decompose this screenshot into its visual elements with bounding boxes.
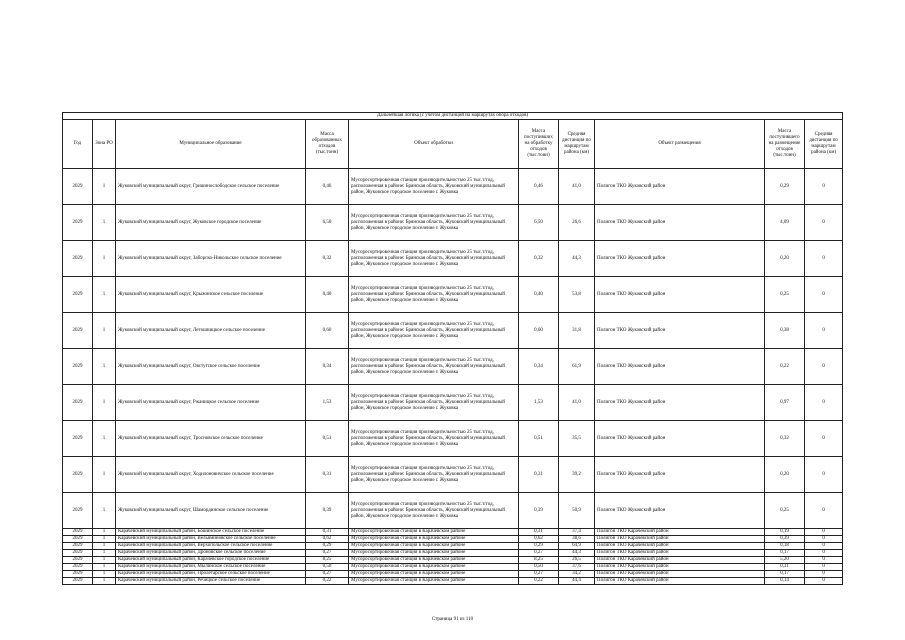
cell-mass-to-placement: 0,29 xyxy=(765,169,805,205)
cell-mass-to-placement: 0,31 xyxy=(765,564,805,571)
cell-processing-object: Мусоросортировочная станция производительностью 25 тыс.т/год, расположенная в районе: Брянская область, Жуковский муниципальный район, Жуковское городское поселение г. Жуковка xyxy=(349,313,519,349)
table-row xyxy=(63,421,843,457)
cell-mass-to-placement: 0,20 xyxy=(765,457,805,493)
cell-zone: 1 xyxy=(93,529,116,536)
cell-mass-generated: 0,51 xyxy=(306,421,349,457)
page-footer: Страница 91 из 110 xyxy=(431,617,474,622)
cell-placement-object: Полигон ТКО Карачевский район xyxy=(595,550,765,557)
cell-placement-object: Полигон ТКО Карачевский район xyxy=(595,529,765,536)
cell-municipality: Жуковский муниципальный округ, Ржаницкое сельское поселение xyxy=(116,385,306,421)
table-row xyxy=(63,313,843,349)
cell-mass-to-placement: 0,25 xyxy=(765,277,805,313)
cell-zone: 1 xyxy=(93,550,116,557)
cell-zone: 1 xyxy=(93,349,116,385)
header-row xyxy=(63,120,843,169)
cell-placement-object: Полигон ТКО Жуковский район xyxy=(595,385,765,421)
cell-avg-distance: 61,9 xyxy=(559,349,595,385)
cell-municipality: Карачевский муниципальный район, Верхопольское сельское поселение xyxy=(116,543,306,550)
table-row xyxy=(63,169,843,205)
cell-year: 2029 xyxy=(63,169,93,205)
cell-year: 2029 xyxy=(63,277,93,313)
cell-processing-object: Мусоросортировочная станция производительностью 25 тыс.т/год, расположенная в районе: Брянская область, Жуковский муниципальный район, Жуковское городское поселение г. Жуковка xyxy=(349,277,519,313)
table-row xyxy=(63,529,843,536)
cell-mass-generated: 6,50 xyxy=(306,205,349,241)
document-sheet xyxy=(62,112,842,585)
header-mass-to-placement: Масса поступившего на размещение отходов (тыс.тонн) xyxy=(765,120,805,169)
table-row xyxy=(63,241,843,277)
cell-mass-to-processing: 0,39 xyxy=(519,493,559,529)
cell-avg-distance-placement: 0 xyxy=(805,557,843,564)
cell-placement-object: Полигон ТКО Жуковский район xyxy=(595,313,765,349)
cell-avg-distance-placement: 0 xyxy=(805,205,843,241)
cell-mass-generated: 8,25 xyxy=(306,557,349,564)
cell-mass-to-placement: 0,17 xyxy=(765,571,805,578)
cell-placement-object: Полигон ТКО Жуковский район xyxy=(595,277,765,313)
cell-year: 2029 xyxy=(63,241,93,277)
table-row xyxy=(63,277,843,313)
cell-mass-to-processing: 0,62 xyxy=(519,536,559,543)
cell-processing-object: Мусоросортировочная станция производительностью 25 тыс.т/год, расположенная в районе: Брянская область, Жуковский муниципальный район, Жуковское городское поселение г. Жуковка xyxy=(349,205,519,241)
cell-processing-object: Мусоросортировочная станция в Карачевском районе xyxy=(349,571,519,578)
cell-avg-distance-placement: 0 xyxy=(805,385,843,421)
cell-placement-object: Полигон ТКО Жуковский район xyxy=(595,169,765,205)
cell-avg-distance-placement: 0 xyxy=(805,277,843,313)
cell-mass-to-placement: 0,17 xyxy=(765,550,805,557)
cell-zone: 1 xyxy=(93,169,116,205)
cell-avg-distance: 41,0 xyxy=(559,385,595,421)
cell-mass-to-placement: 0,22 xyxy=(765,349,805,385)
cell-mass-generated: 0,62 xyxy=(306,536,349,543)
cell-placement-object: Полигон ТКО Карачевский район xyxy=(595,536,765,543)
cell-mass-to-processing: 0,46 xyxy=(519,169,559,205)
cell-avg-distance-placement: 0 xyxy=(805,550,843,557)
cell-mass-to-processing: 0,51 xyxy=(519,421,559,457)
cell-mass-to-processing: 0,27 xyxy=(519,571,559,578)
cell-year: 2029 xyxy=(63,543,93,550)
cell-avg-distance: 41,0 xyxy=(559,169,595,205)
cell-municipality: Жуковский муниципальный округ, Жуковское городское поселение xyxy=(116,205,306,241)
cell-mass-to-processing: 0,34 xyxy=(519,349,559,385)
table-row xyxy=(63,557,843,564)
cell-zone: 1 xyxy=(93,557,116,564)
cell-zone: 1 xyxy=(93,578,116,585)
cell-mass-generated: 0,27 xyxy=(306,571,349,578)
cell-placement-object: Полигон ТКО Карачевский район xyxy=(595,564,765,571)
cell-zone: 1 xyxy=(93,241,116,277)
cell-mass-generated: 0,31 xyxy=(306,529,349,536)
cell-avg-distance: 26,5 xyxy=(559,557,595,564)
cell-avg-distance: 44,4 xyxy=(559,578,595,585)
cell-avg-distance: 37,6 xyxy=(559,564,595,571)
header-municipality: Муниципальное образование xyxy=(116,120,306,169)
cell-mass-generated: 0,60 xyxy=(306,313,349,349)
cell-avg-distance: 39,2 xyxy=(559,457,595,493)
header-avg-distance: Средняя дистанция по маршрутам района (км) xyxy=(559,120,595,169)
cell-avg-distance: 44,3 xyxy=(559,550,595,557)
cell-year: 2029 xyxy=(63,457,93,493)
cell-municipality: Карачевский муниципальный район, Пролетарское сельское поселение xyxy=(116,571,306,578)
header-processing-object: Объект обработки xyxy=(349,120,519,169)
header-zone: Зона РО xyxy=(93,120,116,169)
table-body xyxy=(63,169,843,585)
cell-placement-object: Полигон ТКО Жуковский район xyxy=(595,457,765,493)
cell-year: 2029 xyxy=(63,493,93,529)
cell-year: 2029 xyxy=(63,571,93,578)
cell-processing-object: Мусоросортировочная станция производительностью 25 тыс.т/год, расположенная в районе: Брянская область, Жуковский муниципальный район, Жуковское городское поселение г. Жуковка xyxy=(349,421,519,457)
table-row xyxy=(63,493,843,529)
cell-processing-object: Мусоросортировочная станция производительностью 25 тыс.т/год, расположенная в районе: Брянская область, Жуковский муниципальный район, Жуковское городское поселение г. Жуковка xyxy=(349,349,519,385)
cell-mass-to-processing: 0,31 xyxy=(519,457,559,493)
cell-year: 2029 xyxy=(63,564,93,571)
cell-avg-distance-placement: 0 xyxy=(805,421,843,457)
cell-mass-to-placement: 0,18 xyxy=(765,543,805,550)
cell-avg-distance: 38,6 xyxy=(559,536,595,543)
cell-municipality: Карачевский муниципальный район, Карачевское городское поселение xyxy=(116,557,306,564)
cell-placement-object: Полигон ТКО Карачевский район xyxy=(595,557,765,564)
cell-mass-to-placement: 0,97 xyxy=(765,385,805,421)
cell-avg-distance-placement: 0 xyxy=(805,241,843,277)
cell-avg-distance-placement: 0 xyxy=(805,543,843,550)
cell-avg-distance-placement: 0 xyxy=(805,571,843,578)
cell-avg-distance-placement: 0 xyxy=(805,493,843,529)
cell-processing-object: Мусоросортировочная станция в Карачевском районе xyxy=(349,557,519,564)
cell-avg-distance-placement: 0 xyxy=(805,529,843,536)
table-row xyxy=(63,571,843,578)
table-row xyxy=(63,564,843,571)
cell-zone: 1 xyxy=(93,457,116,493)
cell-zone: 1 xyxy=(93,564,116,571)
cell-mass-generated: 0,27 xyxy=(306,550,349,557)
table-row xyxy=(63,578,843,585)
cell-zone: 1 xyxy=(93,313,116,349)
cell-municipality: Жуковский муниципальный округ, Крыжинское сельское поселение xyxy=(116,277,306,313)
header-year: Год xyxy=(63,120,93,169)
cell-year: 2029 xyxy=(63,205,93,241)
cell-avg-distance: 34,2 xyxy=(559,571,595,578)
cell-mass-generated: 0,22 xyxy=(306,578,349,585)
cell-mass-generated: 0,50 xyxy=(306,564,349,571)
cell-mass-to-processing: 6,50 xyxy=(519,205,559,241)
cell-processing-object: Мусоросортировочная станция производительностью 25 тыс.т/год, расположенная в районе: Брянская область, Жуковский муниципальный район, Жуковское городское поселение г. Жуковка xyxy=(349,169,519,205)
cell-avg-distance: 53,8 xyxy=(559,277,595,313)
cell-mass-to-processing: 0,22 xyxy=(519,578,559,585)
cell-mass-generated: 0,32 xyxy=(306,241,349,277)
cell-mass-generated: 0,40 xyxy=(306,277,349,313)
cell-processing-object: Мусоросортировочная станция в Карачевском районе xyxy=(349,529,519,536)
cell-placement-object: Полигон ТКО Карачевский район xyxy=(595,571,765,578)
cell-mass-to-processing: 0,60 xyxy=(519,313,559,349)
logistics-table xyxy=(62,112,843,585)
table-row xyxy=(63,205,843,241)
cell-processing-object: Мусоросортировочная станция в Карачевском районе xyxy=(349,550,519,557)
cell-municipality: Жуковский муниципальный округ, Тросновское сельское поселение xyxy=(116,421,306,457)
table-row xyxy=(63,536,843,543)
cell-zone: 1 xyxy=(93,571,116,578)
header-mass-to-processing: Масса поступивших на обработку отходов (тыс.тонн) xyxy=(519,120,559,169)
cell-placement-object: Полигон ТКО Жуковский район xyxy=(595,421,765,457)
table-row xyxy=(63,550,843,557)
cell-zone: 1 xyxy=(93,493,116,529)
cell-mass-to-placement: 0,32 xyxy=(765,421,805,457)
table-row xyxy=(63,385,843,421)
table-row xyxy=(63,543,843,550)
cell-avg-distance: 31,8 xyxy=(559,313,595,349)
cell-avg-distance: 50,9 xyxy=(559,493,595,529)
cell-placement-object: Полигон ТКО Жуковский район xyxy=(595,349,765,385)
cell-mass-generated: 0,31 xyxy=(306,457,349,493)
cell-avg-distance-placement: 0 xyxy=(805,457,843,493)
cell-mass-generated: 0,29 xyxy=(306,543,349,550)
cell-processing-object: Мусоросортировочная станция производительностью 25 тыс.т/год, расположенная в районе: Брянская область, Жуковский муниципальный район, Жуковское городское поселение г. Жуковка xyxy=(349,241,519,277)
cell-avg-distance-placement: 0 xyxy=(805,349,843,385)
cell-year: 2029 xyxy=(63,349,93,385)
cell-processing-object: Мусоросортировочная станция в Карачевском районе xyxy=(349,543,519,550)
cell-avg-distance-placement: 0 xyxy=(805,564,843,571)
cell-year: 2029 xyxy=(63,550,93,557)
cell-avg-distance-placement: 0 xyxy=(805,536,843,543)
cell-avg-distance-placement: 0 xyxy=(805,313,843,349)
cell-municipality: Жуковский муниципальный округ, Ходилоновичское сельское поселение xyxy=(116,457,306,493)
cell-mass-to-processing: 1,53 xyxy=(519,385,559,421)
cell-avg-distance: 35,5 xyxy=(559,421,595,457)
cell-zone: 1 xyxy=(93,205,116,241)
cell-avg-distance: 26,6 xyxy=(559,205,595,241)
cell-year: 2029 xyxy=(63,385,93,421)
cell-mass-to-placement: 0,19 xyxy=(765,529,805,536)
cell-processing-object: Мусоросортировочная станция производительностью 25 тыс.т/год, расположенная в районе: Брянская область, Жуковский муниципальный район, Жуковское городское поселение г. Жуковка xyxy=(349,385,519,421)
cell-municipality: Карачевский муниципальный район, Вельяминовское сельское поселение xyxy=(116,536,306,543)
cell-avg-distance: 64,9 xyxy=(559,543,595,550)
cell-mass-to-placement: 4,09 xyxy=(765,205,805,241)
cell-mass-to-processing: 0,29 xyxy=(519,543,559,550)
cell-mass-to-placement: 0,14 xyxy=(765,578,805,585)
cell-municipality: Жуковский муниципальный округ, Заборско-Никольское сельское поселение xyxy=(116,241,306,277)
cell-placement-object: Полигон ТКО Жуковский район xyxy=(595,493,765,529)
cell-municipality: Жуковский муниципальный округ, Овстугское сельское поселение xyxy=(116,349,306,385)
cell-processing-object: Мусоросортировочная станция производительностью 25 тыс.т/год, расположенная в районе: Брянская область, Жуковский муниципальный район, Жуковское городское поселение г. Жуковка xyxy=(349,493,519,529)
cell-zone: 1 xyxy=(93,277,116,313)
table-caption: Дальнейшая логика (с учетом дистанций на маршрутах обора отходов) xyxy=(63,113,843,120)
cell-mass-generated: 0,46 xyxy=(306,169,349,205)
cell-mass-to-placement: 0,39 xyxy=(765,536,805,543)
cell-avg-distance: 44,3 xyxy=(559,241,595,277)
table-row xyxy=(63,349,843,385)
cell-zone: 1 xyxy=(93,385,116,421)
cell-mass-to-placement: 0,25 xyxy=(765,493,805,529)
cell-avg-distance: 37,4 xyxy=(559,529,595,536)
cell-zone: 1 xyxy=(93,543,116,550)
cell-processing-object: Мусоросортировочная станция в Карачевском районе xyxy=(349,536,519,543)
cell-mass-generated: 0,39 xyxy=(306,493,349,529)
cell-placement-object: Полигон ТКО Карачевский район xyxy=(595,578,765,585)
cell-mass-to-processing: 8,25 xyxy=(519,557,559,564)
cell-mass-to-processing: 0,40 xyxy=(519,277,559,313)
cell-municipality: Карачевский муниципальный район, Речицкое сельское поселение xyxy=(116,578,306,585)
cell-mass-to-processing: 0,31 xyxy=(519,529,559,536)
cell-avg-distance-placement: 0 xyxy=(805,578,843,585)
cell-mass-to-placement: 5,20 xyxy=(765,557,805,564)
cell-municipality: Карачевский муниципальный район, Мылинское сельское поселение xyxy=(116,564,306,571)
cell-municipality: Карачевский муниципальный район, Бошинское сельское поселение xyxy=(116,529,306,536)
cell-mass-to-processing: 0,32 xyxy=(519,241,559,277)
cell-municipality: Карачевский муниципальный район, Дроновское сельское поселение xyxy=(116,550,306,557)
cell-year: 2029 xyxy=(63,536,93,543)
cell-mass-to-processing: 0,27 xyxy=(519,550,559,557)
table-row xyxy=(63,457,843,493)
cell-processing-object: Мусоросортировочная станция производительностью 25 тыс.т/год, расположенная в районе: Брянская область, Жуковский муниципальный район, Жуковское городское поселение г. Жуковка xyxy=(349,457,519,493)
cell-year: 2029 xyxy=(63,578,93,585)
cell-mass-generated: 1,53 xyxy=(306,385,349,421)
header-avg-distance-placement: Средняя дистанция по маршрутам района (км) xyxy=(805,120,843,169)
cell-mass-to-processing: 0,50 xyxy=(519,564,559,571)
cell-avg-distance-placement: 0 xyxy=(805,169,843,205)
cell-year: 2029 xyxy=(63,313,93,349)
cell-year: 2029 xyxy=(63,421,93,457)
cell-zone: 1 xyxy=(93,536,116,543)
header-mass-generated: Масса образованных отходов (тыс.тонн) xyxy=(306,120,349,169)
cell-mass-generated: 0,34 xyxy=(306,349,349,385)
cell-processing-object: Мусоросортировочная станция в Карачевском районе xyxy=(349,564,519,571)
cell-municipality: Жуковский муниципальный округ, Летошницкое сельское поселение xyxy=(116,313,306,349)
cell-placement-object: Полигон ТКО Карачевский район xyxy=(595,543,765,550)
cell-year: 2029 xyxy=(63,557,93,564)
cell-year: 2029 xyxy=(63,529,93,536)
cell-placement-object: Полигон ТКО Жуковский район xyxy=(595,205,765,241)
cell-mass-to-placement: 0,38 xyxy=(765,313,805,349)
cell-placement-object: Полигон ТКО Жуковский район xyxy=(595,241,765,277)
cell-municipality: Жуковский муниципальный округ, Гришинослободское сельское поселение xyxy=(116,169,306,205)
cell-zone: 1 xyxy=(93,421,116,457)
header-placement-object: Объект размещения xyxy=(595,120,765,169)
cell-mass-to-placement: 0,20 xyxy=(765,241,805,277)
cell-municipality: Жуковский муниципальный округ, Шамординское сельское поселение xyxy=(116,493,306,529)
cell-processing-object: Мусоросортировочная станция в Карачевском районе xyxy=(349,578,519,585)
